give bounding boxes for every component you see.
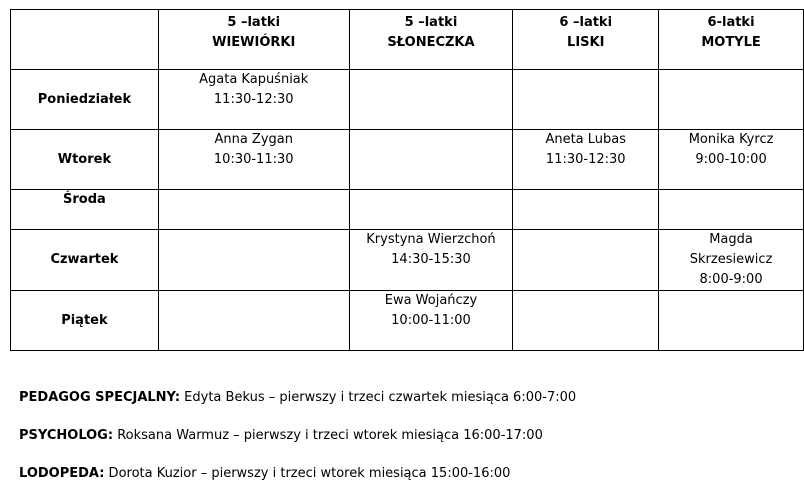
note-label: LODOPEDA: — [19, 466, 105, 481]
schedule-cell — [158, 291, 349, 351]
schedule-cell: Ewa Wojańczy 10:00-11:00 — [349, 291, 513, 351]
schedule-cell — [513, 230, 659, 291]
day-label: Czwartek — [11, 230, 159, 291]
schedule-cell — [513, 291, 659, 351]
note-line — [19, 388, 576, 408]
table-row — [11, 230, 804, 291]
schedule-cell: Anna Zygan 10:30-11:30 — [158, 130, 349, 190]
table-row — [11, 70, 804, 130]
group-header: 5 –latki SŁONECZKA — [349, 10, 513, 70]
group-header: 5 –latki WIEWIÓRKI — [158, 10, 349, 70]
schedule-cell: Monika Kyrcz 9:00-10:00 — [659, 130, 804, 190]
note-label: PSYCHOLOG: — [19, 428, 114, 443]
schedule-cell — [349, 130, 513, 190]
schedule-cell — [158, 230, 349, 291]
header-row — [11, 10, 804, 70]
note-label: PEDAGOG SPECJALNY: — [19, 390, 181, 405]
schedule-cell — [349, 70, 513, 130]
day-label: Poniedziałek — [11, 70, 159, 130]
group-header: 6 –latki LISKI — [513, 10, 659, 70]
day-label: Piątek — [11, 291, 159, 351]
table-row — [11, 130, 804, 190]
schedule-cell — [659, 70, 804, 130]
note-line — [19, 426, 543, 446]
note-text: Edyta Bekus – pierwszy i trzeci czwartek miesiąca 6:00-7:00 — [180, 390, 577, 405]
schedule-cell: Magda Skrzesiewicz 8:00-9:00 — [659, 230, 804, 291]
note-text: Dorota Kuzior – pierwszy i trzeci wtorek miesiąca 15:00-16:00 — [104, 466, 511, 481]
schedule-cell: Agata Kapuśniak 11:30-12:30 — [158, 70, 349, 130]
schedule-cell — [659, 291, 804, 351]
table-row — [11, 190, 804, 230]
schedule-cell — [659, 190, 804, 230]
schedule-table — [10, 9, 804, 351]
corner-cell — [11, 10, 159, 70]
schedule-cell: Aneta Lubas 11:30-12:30 — [513, 130, 659, 190]
table-row — [11, 291, 804, 351]
note-line — [19, 464, 510, 484]
schedule-cell: Krystyna Wierzchoń 14:30-15:30 — [349, 230, 513, 291]
schedule-cell — [349, 190, 513, 230]
day-label: Wtorek — [11, 130, 159, 190]
group-header: 6-latki MOTYLE — [659, 10, 804, 70]
schedule-cell — [513, 190, 659, 230]
schedule-cell — [513, 70, 659, 130]
schedule-cell — [158, 190, 349, 230]
note-text: Roksana Warmuz – pierwszy i trzeci wtorek miesiąca 16:00-17:00 — [113, 428, 543, 443]
day-label: Środa — [11, 190, 159, 230]
